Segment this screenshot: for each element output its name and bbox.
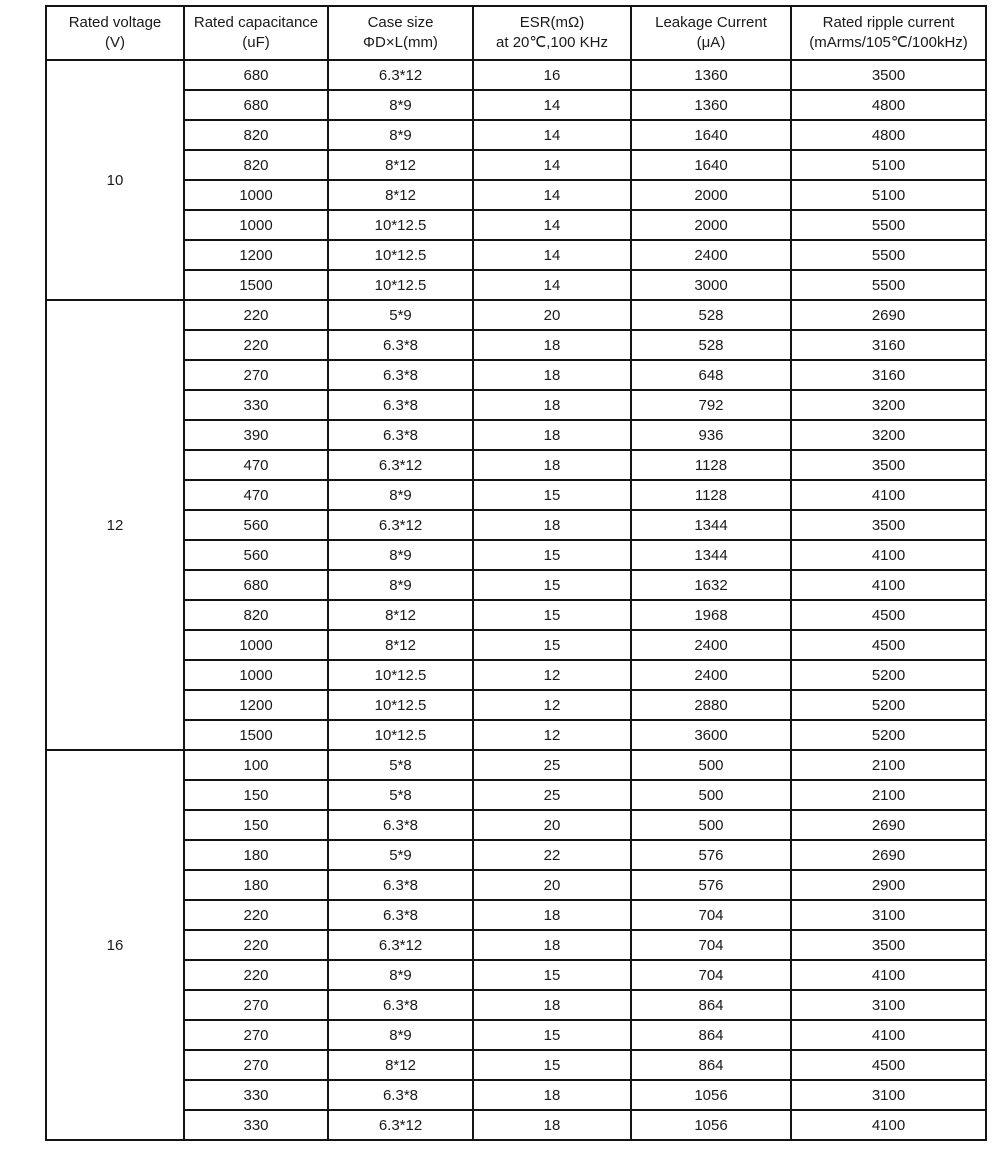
table-cell: 4100 [791, 1020, 986, 1050]
table-cell: 5500 [791, 210, 986, 240]
table-cell: 1000 [184, 180, 328, 210]
table-row [46, 150, 986, 180]
header-leakage-current [631, 6, 791, 60]
table-cell: 8*9 [328, 120, 473, 150]
table-cell: 25 [473, 750, 631, 780]
table-row [46, 840, 986, 870]
table-cell: 330 [184, 1080, 328, 1110]
table-cell: 6.3*8 [328, 420, 473, 450]
table-cell: 6.3*8 [328, 810, 473, 840]
table-cell: 6.3*8 [328, 390, 473, 420]
table-row [46, 600, 986, 630]
table-cell: 6.3*8 [328, 330, 473, 360]
table-cell: 8*12 [328, 600, 473, 630]
table-cell: 18 [473, 1080, 631, 1110]
header-line: ESR(mΩ) [519, 14, 585, 31]
table-cell: 18 [473, 390, 631, 420]
table-cell: 18 [473, 900, 631, 930]
table-cell: 22 [473, 840, 631, 870]
table-cell: 1056 [631, 1080, 791, 1110]
table-cell: 5200 [791, 660, 986, 690]
voltage-group-cell: 12 [46, 300, 184, 750]
table-row [46, 660, 986, 690]
table-row [46, 330, 986, 360]
table-cell: 6.3*12 [328, 930, 473, 960]
table-cell: 820 [184, 600, 328, 630]
table-cell: 4500 [791, 600, 986, 630]
table-cell: 8*9 [328, 1020, 473, 1050]
table-cell: 2100 [791, 750, 986, 780]
header-case-size [328, 6, 473, 60]
table-cell: 2690 [791, 300, 986, 330]
table-cell: 1632 [631, 570, 791, 600]
table-cell: 150 [184, 810, 328, 840]
table-cell: 8*9 [328, 570, 473, 600]
table-cell: 18 [473, 990, 631, 1020]
table-cell: 3000 [631, 270, 791, 300]
table-cell: 220 [184, 930, 328, 960]
table-row [46, 480, 986, 510]
table-cell: 15 [473, 570, 631, 600]
table-cell: 3600 [631, 720, 791, 750]
table-row [46, 570, 986, 600]
table-cell: 864 [631, 1020, 791, 1050]
table-cell: 3500 [791, 450, 986, 480]
header-line: (V) [105, 34, 125, 51]
table-cell: 10*12.5 [328, 660, 473, 690]
table-cell: 6.3*12 [328, 450, 473, 480]
header-line: at 20℃,100 KHz [496, 34, 608, 51]
table-row [46, 390, 986, 420]
table-cell: 20 [473, 870, 631, 900]
table-cell: 6.3*8 [328, 360, 473, 390]
header-line: Rated ripple current [822, 14, 955, 31]
table-cell: 470 [184, 480, 328, 510]
table-cell: 820 [184, 150, 328, 180]
table-cell: 1500 [184, 270, 328, 300]
table-cell: 5500 [791, 270, 986, 300]
table-cell: 10*12.5 [328, 720, 473, 750]
table-cell: 2000 [631, 210, 791, 240]
table-cell: 6.3*8 [328, 1080, 473, 1110]
table-cell: 6.3*12 [328, 510, 473, 540]
table-cell: 8*12 [328, 150, 473, 180]
table-cell: 1000 [184, 630, 328, 660]
table-cell: 5*8 [328, 780, 473, 810]
table-cell: 792 [631, 390, 791, 420]
header-line: (μA) [696, 34, 726, 51]
table-cell: 6.3*12 [328, 60, 473, 90]
table-cell: 220 [184, 300, 328, 330]
table-row [46, 990, 986, 1020]
table-cell: 18 [473, 930, 631, 960]
table-cell: 1360 [631, 60, 791, 90]
table-cell: 14 [473, 120, 631, 150]
table-header [46, 6, 986, 60]
table-cell: 220 [184, 330, 328, 360]
table-cell: 4800 [791, 120, 986, 150]
table-cell: 864 [631, 990, 791, 1020]
table-row [46, 960, 986, 990]
table-cell: 18 [473, 1110, 631, 1140]
header-esr [473, 6, 631, 60]
table-cell: 2400 [631, 660, 791, 690]
table-cell: 4500 [791, 1050, 986, 1080]
table-cell: 8*9 [328, 90, 473, 120]
capacitor-spec-table [45, 5, 987, 1141]
table-cell: 14 [473, 180, 631, 210]
table-cell: 1200 [184, 690, 328, 720]
table-cell: 150 [184, 780, 328, 810]
table-cell: 20 [473, 810, 631, 840]
table-cell: 3160 [791, 330, 986, 360]
table-cell: 3200 [791, 390, 986, 420]
table-cell: 8*9 [328, 960, 473, 990]
table-cell: 270 [184, 1020, 328, 1050]
table-cell: 12 [473, 660, 631, 690]
table-row [46, 900, 986, 930]
table-row [46, 540, 986, 570]
table-cell: 5200 [791, 720, 986, 750]
table-cell: 220 [184, 900, 328, 930]
table-cell: 18 [473, 450, 631, 480]
table-cell: 10*12.5 [328, 210, 473, 240]
header-ripple-current [791, 6, 986, 60]
table-cell: 680 [184, 60, 328, 90]
table-cell: 1640 [631, 120, 791, 150]
table-row [46, 90, 986, 120]
table-row [46, 420, 986, 450]
table-cell: 4100 [791, 960, 986, 990]
table-cell: 5500 [791, 240, 986, 270]
table-cell: 2690 [791, 840, 986, 870]
table-cell: 560 [184, 540, 328, 570]
table-row [46, 750, 986, 780]
table-row [46, 270, 986, 300]
header-line: Case size [367, 14, 434, 31]
table-cell: 5100 [791, 180, 986, 210]
table-cell: 14 [473, 210, 631, 240]
table-cell: 2400 [631, 630, 791, 660]
table-cell: 3100 [791, 900, 986, 930]
table-cell: 4500 [791, 630, 986, 660]
table-cell: 5200 [791, 690, 986, 720]
table-row [46, 210, 986, 240]
table-cell: 6.3*12 [328, 1110, 473, 1140]
table-cell: 1128 [631, 480, 791, 510]
table-cell: 12 [473, 720, 631, 750]
table-cell: 1000 [184, 210, 328, 240]
table-row [46, 1080, 986, 1110]
table-row [46, 930, 986, 960]
table-cell: 1360 [631, 90, 791, 120]
table-cell: 1128 [631, 450, 791, 480]
table-cell: 500 [631, 780, 791, 810]
table-row [46, 720, 986, 750]
table-cell: 1500 [184, 720, 328, 750]
table-row [46, 810, 986, 840]
table-cell: 5*9 [328, 840, 473, 870]
table-cell: 1200 [184, 240, 328, 270]
table-cell: 180 [184, 840, 328, 870]
table-cell: 2100 [791, 780, 986, 810]
table-cell: 2690 [791, 810, 986, 840]
header-line: Rated voltage [68, 14, 162, 31]
table-cell: 1344 [631, 540, 791, 570]
table-cell: 10*12.5 [328, 270, 473, 300]
header-row [46, 6, 986, 60]
header-rated-capacitance [184, 6, 328, 60]
table-cell: 10*12.5 [328, 240, 473, 270]
table-cell: 2400 [631, 240, 791, 270]
voltage-group-cell: 10 [46, 60, 184, 300]
table-cell: 704 [631, 960, 791, 990]
table-cell: 15 [473, 1020, 631, 1050]
table-cell: 15 [473, 540, 631, 570]
table-cell: 5*8 [328, 750, 473, 780]
table-cell: 1344 [631, 510, 791, 540]
table-cell: 8*12 [328, 630, 473, 660]
header-line: Rated capacitance [193, 14, 319, 31]
table-cell: 3100 [791, 990, 986, 1020]
table-cell: 4100 [791, 1110, 986, 1140]
table-cell: 3500 [791, 510, 986, 540]
table-cell: 16 [473, 60, 631, 90]
table-cell: 4100 [791, 540, 986, 570]
table-cell: 1056 [631, 1110, 791, 1140]
table-cell: 270 [184, 990, 328, 1020]
table-cell: 2000 [631, 180, 791, 210]
table-row [46, 60, 986, 90]
table-cell: 820 [184, 120, 328, 150]
table-cell: 704 [631, 900, 791, 930]
table-cell: 2900 [791, 870, 986, 900]
table-row [46, 1050, 986, 1080]
table-cell: 5*9 [328, 300, 473, 330]
voltage-group-cell: 16 [46, 750, 184, 1140]
table-cell: 560 [184, 510, 328, 540]
table-cell: 15 [473, 480, 631, 510]
table-cell: 330 [184, 1110, 328, 1140]
table-cell: 1968 [631, 600, 791, 630]
table-cell: 390 [184, 420, 328, 450]
table-cell: 500 [631, 750, 791, 780]
table-cell: 704 [631, 930, 791, 960]
table-cell: 220 [184, 960, 328, 990]
table-cell: 4800 [791, 90, 986, 120]
table-row [46, 630, 986, 660]
header-line: ΦD×L(mm) [363, 34, 438, 51]
table-cell: 8*9 [328, 540, 473, 570]
table-cell: 528 [631, 300, 791, 330]
table-cell: 25 [473, 780, 631, 810]
table-cell: 14 [473, 150, 631, 180]
table-cell: 14 [473, 90, 631, 120]
table-cell: 4100 [791, 480, 986, 510]
header-line: (uF) [242, 34, 270, 51]
table-cell: 12 [473, 690, 631, 720]
table-row [46, 360, 986, 390]
table-cell: 864 [631, 1050, 791, 1080]
table-cell: 3500 [791, 60, 986, 90]
table-cell: 2880 [631, 690, 791, 720]
table-cell: 270 [184, 360, 328, 390]
table-cell: 18 [473, 420, 631, 450]
table-cell: 15 [473, 960, 631, 990]
table-cell: 8*9 [328, 480, 473, 510]
table-cell: 15 [473, 1050, 631, 1080]
table-cell: 3200 [791, 420, 986, 450]
table-cell: 648 [631, 360, 791, 390]
table-cell: 500 [631, 810, 791, 840]
table-cell: 528 [631, 330, 791, 360]
table-cell: 8*12 [328, 180, 473, 210]
table-cell: 270 [184, 1050, 328, 1080]
table-cell: 3160 [791, 360, 986, 390]
header-line: (mArms/105℃/100kHz) [809, 34, 968, 51]
table-cell: 15 [473, 630, 631, 660]
table-cell: 3100 [791, 1080, 986, 1110]
table-cell: 576 [631, 840, 791, 870]
table-cell: 936 [631, 420, 791, 450]
table-cell: 15 [473, 600, 631, 630]
table-row [46, 780, 986, 810]
table-row [46, 120, 986, 150]
table-row [46, 1020, 986, 1050]
spec-table-body [46, 60, 986, 1140]
table-cell: 6.3*8 [328, 990, 473, 1020]
table-cell: 100 [184, 750, 328, 780]
table-cell: 10*12.5 [328, 690, 473, 720]
table-cell: 1000 [184, 660, 328, 690]
table-cell: 1640 [631, 150, 791, 180]
table-cell: 680 [184, 90, 328, 120]
table-cell: 180 [184, 870, 328, 900]
table-row [46, 870, 986, 900]
table-cell: 14 [473, 270, 631, 300]
table-cell: 20 [473, 300, 631, 330]
header-line: Leakage Current [655, 14, 767, 31]
table-cell: 14 [473, 240, 631, 270]
table-cell: 330 [184, 390, 328, 420]
table-cell: 18 [473, 510, 631, 540]
table-row [46, 180, 986, 210]
table-cell: 576 [631, 870, 791, 900]
table-cell: 5100 [791, 150, 986, 180]
table-row [46, 510, 986, 540]
table-row [46, 300, 986, 330]
table-row [46, 240, 986, 270]
table-cell: 470 [184, 450, 328, 480]
header-rated-voltage [46, 6, 184, 60]
table-cell: 4100 [791, 570, 986, 600]
table-row [46, 1110, 986, 1140]
table-cell: 3500 [791, 930, 986, 960]
table-cell: 18 [473, 330, 631, 360]
table-cell: 6.3*8 [328, 870, 473, 900]
table-row [46, 690, 986, 720]
table-cell: 18 [473, 360, 631, 390]
table-cell: 8*12 [328, 1050, 473, 1080]
table-cell: 680 [184, 570, 328, 600]
table-cell: 6.3*8 [328, 900, 473, 930]
table-row [46, 450, 986, 480]
